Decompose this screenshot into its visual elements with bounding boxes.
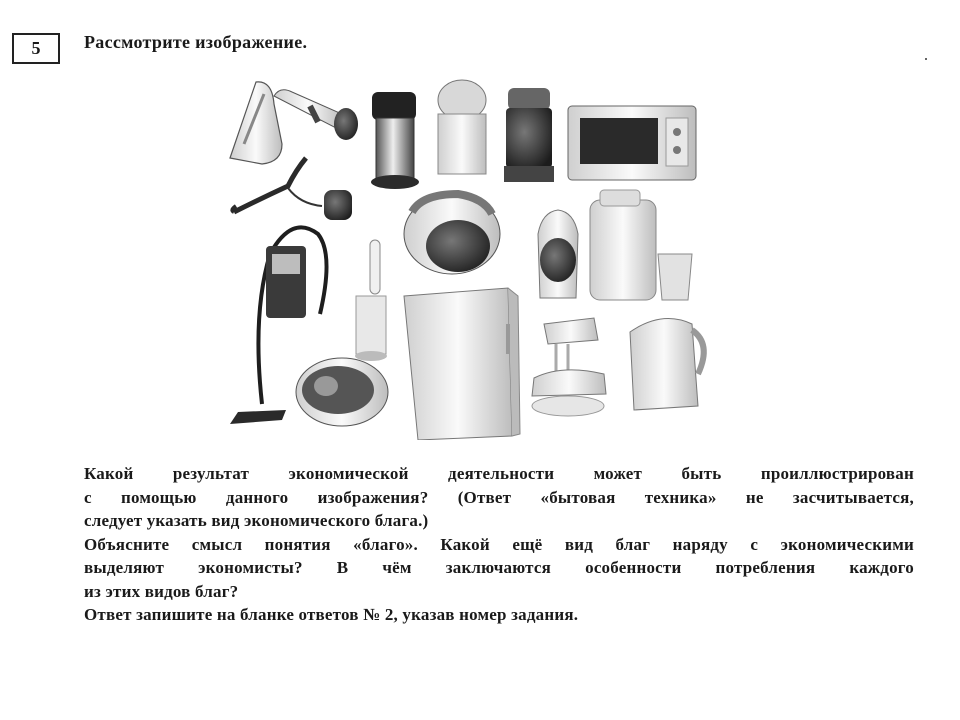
question-line: из этих видов благ? <box>84 581 239 601</box>
question-line: выделяют экономисты? В чём заключаются особенности потребления каждого <box>84 558 914 577</box>
refrigerator-icon <box>404 288 520 440</box>
answer-instruction: Ответ запишите на бланке ответов № 2, указав номер задания. <box>84 605 579 624</box>
task-number: 5 <box>31 38 41 58</box>
task-prompt: Рассмотрите изображение. <box>84 32 308 52</box>
question-line: Объясните смысл понятия «благо». Какой ещё вид благ наряду с экономическими <box>84 534 914 554</box>
question-line: с помощью данного изображения? (Ответ «бытовая техника» не засчитывается, <box>84 487 914 507</box>
task-number-box <box>12 33 60 64</box>
canister-vacuum-icon <box>296 358 388 426</box>
dark-grinder-icon <box>504 88 554 182</box>
stand-mixer-icon <box>532 318 606 416</box>
glass-grinder-icon <box>438 80 486 174</box>
hair-dryer-icon <box>274 90 358 140</box>
juicer-icon <box>590 190 692 300</box>
question-line: следует указать вид экономического блага.) <box>84 511 429 530</box>
coffee-grinder-icon <box>371 92 419 189</box>
food-processor-icon <box>538 210 578 298</box>
appliances-image <box>222 74 722 440</box>
question-text <box>84 462 914 627</box>
microwave-icon <box>568 106 696 180</box>
robot-vacuum-icon <box>404 194 500 274</box>
hand-blender-icon <box>355 240 387 361</box>
iron-icon <box>230 82 282 164</box>
question-line: Какой результат экономической деятельности может быть проиллюстрирован <box>84 464 914 483</box>
scan-speck <box>925 58 927 60</box>
curling-iron-icon <box>232 158 352 220</box>
kettle-icon <box>630 319 704 410</box>
